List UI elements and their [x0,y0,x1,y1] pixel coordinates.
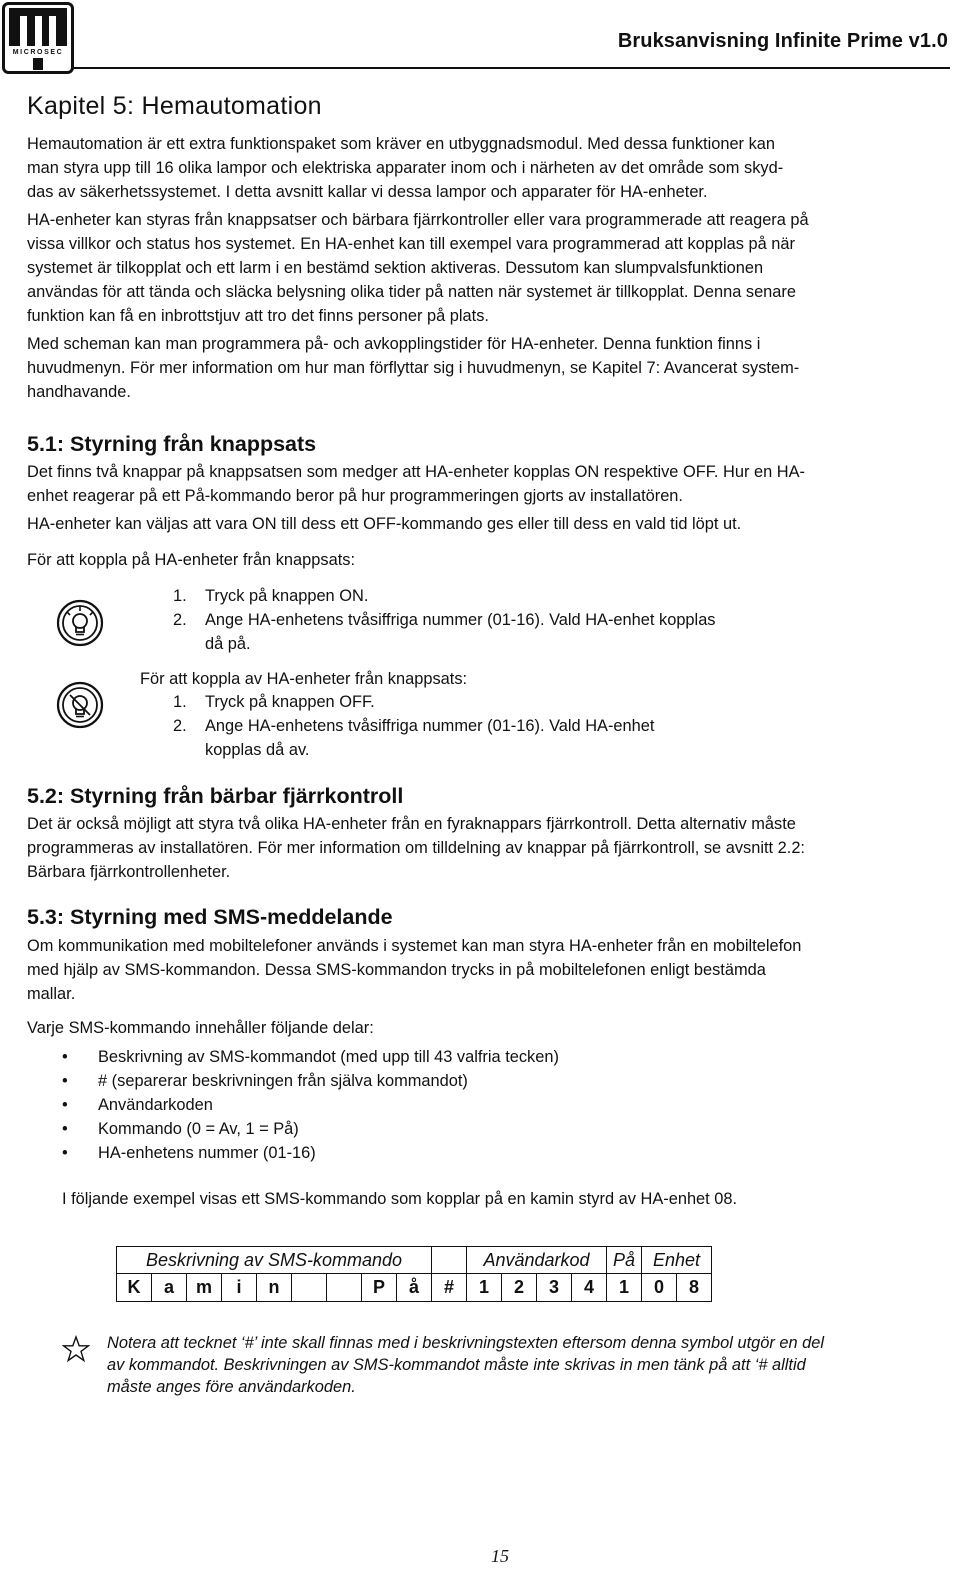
text-line: Det är också möjligt att styra två olika HA-enheter från en fyraknappars fjärrkontroll. Detta alternativ måste [27,815,796,833]
table-cell: 1 [607,1274,642,1302]
table-cell: m [187,1274,222,1302]
step-number: 2. [173,717,187,735]
ha-off-button-icon [55,680,105,730]
text-line: Notera att tecknet ‘#’ inte skall finnas med i beskrivningstexten eftersom denna symbol utgör en del [107,1334,825,1352]
list-item [62,1141,559,1165]
text-line: huvudmenyn. För mer information om hur man förflyttar sig i huvudmenyn, se Kapitel 7: Avancerat system- [27,359,800,377]
off-step-2-continued: kopplas då av. [205,741,310,759]
text-line: Bärbara fjärrkontrollenheter. [27,863,231,881]
star-icon [62,1335,90,1363]
table-cell: K [117,1274,152,1302]
list-item-text: Användarkoden [98,1096,213,1114]
table-row [117,1274,712,1302]
intro-paragraph-1 [27,132,945,204]
text-line: Om kommunikation med mobiltelefoner används i systemet kan man styra HA-enheter från en mobiltelefon [27,937,802,955]
list-item-text: Kommando (0 = Av, 1 = På) [98,1120,299,1138]
section-5-2-paragraph [27,812,945,884]
list-item-text: # (separerar beskrivningen från själva kommandot) [98,1072,468,1090]
table-cell: 4 [572,1274,607,1302]
table-cell: n [257,1274,292,1302]
bullet-icon: • [62,1072,68,1090]
step-text: Ange HA-enhetens tvåsiffriga nummer (01-16). Vald HA-enhet kopplas [205,611,716,629]
text-line: Hemautomation är ett extra funktionspaket som kräver en utbyggnadsmodul. Med dessa funktioner kan [27,135,775,153]
list-item [62,1045,559,1069]
svg-text:MICROSEC: MICROSEC [12,49,64,56]
sms-command-table [116,1246,712,1302]
table-cell: 0 [642,1274,677,1302]
header-command: På [607,1247,642,1274]
text-line: HA-enheter kan styras från knappsatser och bärbara fjärrkontroller eller vara programmerade att reagera på [27,211,809,229]
header-description: Beskrivning av SMS-kommando [117,1247,432,1274]
section-5-2-heading: 5.2: Styrning från bärbar fjärrkontroll [27,784,404,808]
table-cell: P [362,1274,397,1302]
header-user-code: Användarkod [467,1247,607,1274]
on-step-2 [173,608,716,632]
step-number: 2. [173,611,187,629]
text-line: användas för att tända och släcka belysning olika tider på natten när systemet är tillkopplat. Denna senare [27,283,796,301]
step-number: 1. [173,693,187,711]
table-cell: 3 [537,1274,572,1302]
list-item-text: Beskrivning av SMS-kommandot (med upp till 43 valfria tecken) [98,1048,559,1066]
page-number: 15 [491,1546,509,1566]
header-separator-cell [432,1247,467,1274]
text-line: enhet reagerar på ett På-kommando beror på hur programmeringen gjorts av installatören. [27,487,683,505]
text-line: mallar. [27,985,76,1003]
step-text: Ange HA-enhetens tvåsiffriga nummer (01-16). Vald HA-enhet [205,717,655,735]
list-item [62,1069,559,1093]
text-line: das av säkerhetssystemet. I detta avsnitt kallar vi dessa lampor och apparater för HA-enheter. [27,183,708,201]
section-5-3-heading: 5.3: Styrning med SMS-meddelande [27,905,393,929]
text-line: av kommandot. Beskrivningen av SMS-kommandot måste inte skrivas in men tänk på att ‘# alltid [107,1356,806,1374]
header-unit: Enhet [642,1247,712,1274]
note-text [107,1332,945,1398]
section-5-1-heading: 5.1: Styrning från knappsats [27,432,317,456]
table-cell: 2 [502,1274,537,1302]
bullet-icon: • [62,1120,68,1138]
section-5-1-paragraph-1 [27,460,945,508]
table-cell [327,1274,362,1302]
sms-example-intro: I följande exempel visas ett SMS-kommando som kopplar på en kamin styrd av HA-enhet 08. [62,1190,738,1208]
text-line: funktion kan få en inbrottstjuv att tro det finns personer på plats. [27,307,489,325]
text-line: måste anges före användarkoden. [107,1378,356,1396]
chapter-title: Kapitel 5: Hemautomation [27,92,322,120]
ha-on-button-icon [55,598,105,648]
table-cell: i [222,1274,257,1302]
table-cell: 1 [467,1274,502,1302]
step-text: Tryck på knappen OFF. [205,693,375,711]
step-number: 1. [173,587,187,605]
bullet-icon: • [62,1144,68,1162]
off-step-1 [173,690,375,714]
text-line: handhavande. [27,383,131,401]
table-cell: # [432,1274,467,1302]
table-cell: å [397,1274,432,1302]
list-item [62,1117,559,1141]
table-cell: 8 [677,1274,712,1302]
text-line: med hjälp av SMS-kommandon. Dessa SMS-kommandon trycks in på mobiltelefonen enligt bestämda [27,961,766,979]
table-cell: a [152,1274,187,1302]
list-item [62,1093,559,1117]
sms-parts-intro: Varje SMS-kommando innehåller följande delar: [27,1019,374,1037]
list-item-text: HA-enhetens nummer (01-16) [98,1144,316,1162]
on-step-1 [173,584,368,608]
on-instructions-intro: För att koppla på HA-enheter från knappsats: [27,551,355,569]
bullet-icon: • [62,1096,68,1114]
text-line: vissa villkor och status hos systemet. En HA-enhet kan till exempel vara programmerad att kopplas på när [27,235,795,253]
text-line: man styra upp till 16 olika lampor och elektriska apparater inom och i närheten av det område som skyd- [27,159,784,177]
text-line: systemet är tilkopplat och ett larm i en bestämd sektion aktiveras. Dessutom kan slumpvalsfunktionen [27,259,764,277]
sms-parts-list [62,1045,559,1165]
table-header-row [117,1247,712,1274]
text-line: programmeras av installatören. För mer information om tilldelning av knappar på fjärrkontroll, se avsnitt 2.2: [27,839,805,857]
intro-paragraph-3 [27,332,945,404]
on-step-2-continued: då på. [205,635,251,653]
bullet-icon: • [62,1048,68,1066]
microsec-logo [2,2,74,74]
text-line: Det finns två knappar på knappsatsen som medger att HA-enheter kopplas ON respektive OFF. Hur en HA- [27,463,806,481]
table-cell [292,1274,327,1302]
off-instructions-intro: För att koppla av HA-enheter från knappsats: [140,670,468,688]
step-text: Tryck på knappen ON. [205,587,369,605]
text-line: Med scheman kan man programmera på- och avkopplingstider för HA-enheter. Denna funktion finns i [27,335,761,353]
document-title: Bruksanvisning Infinite Prime v1.0 [617,30,948,52]
section-5-1-paragraph-2: HA-enheter kan väljas att vara ON till dess ett OFF-kommando ges eller till dess en vald tid löpt ut. [27,515,742,533]
header-rule [72,67,950,69]
intro-paragraph-2 [27,208,945,328]
off-step-2 [173,714,654,738]
section-5-3-paragraph-1 [27,934,945,1006]
